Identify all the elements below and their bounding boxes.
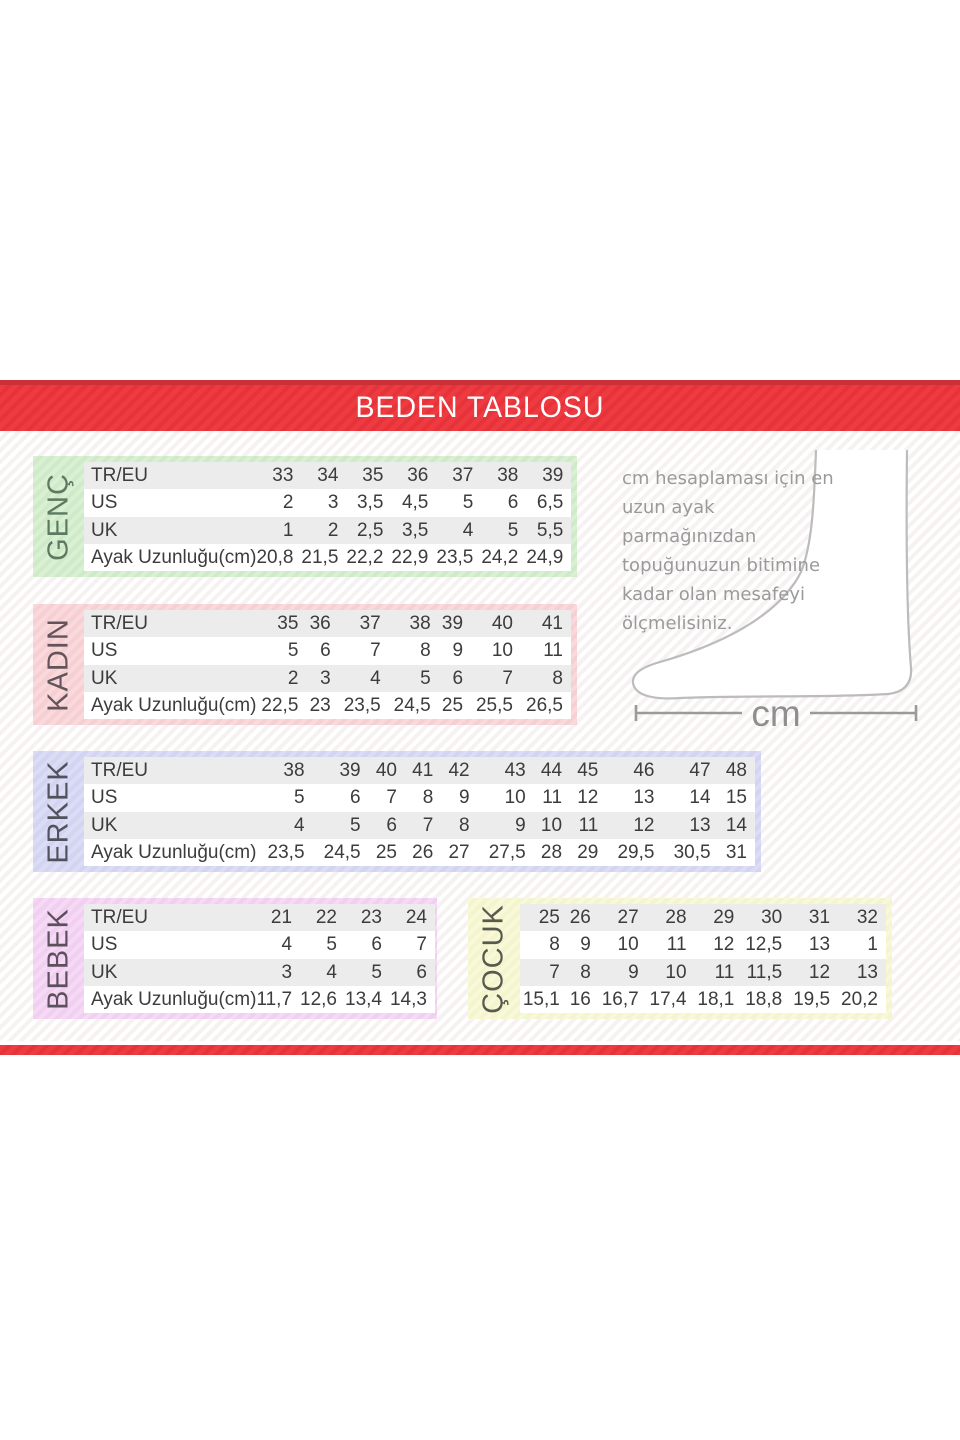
size-value-cell: 35 [362,465,384,487]
size-value-cell: 22 [315,907,337,929]
size-value-cell: 4 [293,814,305,836]
size-value-cell: 8 [420,640,431,662]
row-header: US [91,492,118,514]
size-row [520,931,886,958]
size-value-cell: 21,5 [301,546,339,568]
size-value-cell: 16 [569,988,591,1010]
size-value-cell: 10 [665,961,687,983]
size-value-cell: 10 [504,787,526,809]
size-value-cell: 14 [689,787,711,809]
size-row [520,904,886,931]
size-value-cell: 24 [405,907,427,929]
size-value-cell: 25 [441,694,464,716]
size-value-cell: 8 [549,934,560,956]
size-value-cell: 26 [412,841,434,863]
size-value-cell: 23 [309,694,331,716]
size-value-cell: 12 [633,814,655,836]
size-value-cell: 29 [577,841,599,863]
title-banner [0,385,960,431]
size-value-cell: 8 [422,787,434,809]
size-value-cell: 12,5 [745,934,783,956]
size-value-cell: 5 [420,667,431,689]
size-value-cell: 44 [540,760,563,782]
size-value-cell: 14,3 [389,988,427,1010]
size-table-genc [84,462,571,571]
size-value-cell: 15,1 [522,988,560,1010]
size-value-cell: 18,1 [697,988,735,1010]
size-row [84,986,435,1013]
size-table-kadin [84,610,571,719]
size-value-cell: 13 [633,787,655,809]
size-value-cell: 10 [491,640,513,662]
size-value-cell: 27 [617,907,639,929]
size-row [84,757,755,784]
size-value-cell: 10 [540,814,563,836]
row-header: UK [91,519,118,541]
size-row [84,812,755,839]
size-row [84,517,571,544]
size-value-cell: 43 [504,760,526,782]
size-value-cell: 5,5 [536,519,564,541]
size-value-cell: 8 [459,814,470,836]
size-value-cell: 5 [371,961,382,983]
measure-instructions-line: topuğunuzun bitimine [622,555,821,576]
size-value-cell: 5 [462,492,474,514]
size-value-cell: 9 [580,934,591,956]
row-header: US [91,934,118,956]
category-label: ÇOCUK [477,903,510,1014]
size-value-cell: 7 [416,934,427,956]
size-value-cell: 15 [725,787,747,809]
size-value-cell: 39 [441,613,464,635]
size-value-cell: 11,5 [746,961,783,983]
row-header: UK [91,667,118,689]
size-value-cell: 5 [350,814,361,836]
measure-instructions [622,464,854,638]
size-value-cell: 41 [541,613,563,635]
size-card-kadin [33,604,577,725]
size-value-cell: 3,5 [401,519,429,541]
size-value-cell: 47 [689,760,711,782]
size-value-cell: 3 [281,961,293,983]
bottom-red-stripe [0,1045,960,1055]
size-value-cell: 9 [628,961,639,983]
size-value-cell: 10 [617,934,639,956]
size-value-cell: 26 [569,907,591,929]
size-card-genc [33,456,577,577]
row-header: Ayak Uzunluğu(cm) [91,694,257,716]
size-value-cell: 12 [577,787,599,809]
size-value-cell: 4,5 [401,492,429,514]
size-row [84,462,571,489]
row-header: TR/EU [91,465,148,487]
size-value-cell: 40 [375,760,397,782]
size-value-cell: 7 [370,640,381,662]
size-value-cell: 6 [386,814,397,836]
size-value-cell: 4 [370,667,381,689]
category-label-column [468,898,520,1019]
size-table-bebek [84,904,435,1013]
size-row [84,784,755,811]
size-row [84,610,571,637]
size-value-cell: 2 [282,492,294,514]
size-value-cell: 25 [375,841,397,863]
size-value-cell: 24,9 [526,546,564,568]
size-value-cell: 6 [452,667,464,689]
size-value-cell: 39 [542,465,564,487]
size-value-cell: 6 [371,934,382,956]
size-value-cell: 11 [542,787,563,809]
size-value-cell: 6 [416,961,427,983]
size-value-cell: 11 [666,934,687,956]
size-value-cell: 42 [448,760,470,782]
size-value-cell: 13 [689,814,711,836]
size-row [84,544,571,571]
size-value-cell: 11 [578,814,599,836]
size-value-cell: 14 [725,814,747,836]
measure-instructions-line: uzun ayak parmağınızdan [622,497,757,547]
size-table-cocuk [520,904,886,1013]
size-value-cell: 6,5 [536,492,564,514]
size-value-cell: 28 [540,841,563,863]
size-value-cell: 20,8 [256,546,294,568]
size-value-cell: 7 [386,787,397,809]
size-row [84,959,435,986]
size-value-cell: 2 [327,519,339,541]
category-label: BEBEK [42,907,74,1010]
category-label: ERKEK [42,759,74,864]
size-value-cell: 4 [462,519,474,541]
size-value-cell: 45 [577,760,599,782]
size-value-cell: 27,5 [488,841,526,863]
size-value-cell: 40 [491,613,513,635]
size-value-cell: 1 [282,519,294,541]
measure-instructions-line: ölçmelisiniz. [622,613,733,634]
row-header: Ayak Uzunluğu(cm) [91,841,257,863]
size-value-cell: 33 [272,465,294,487]
size-value-cell: 13 [808,934,831,956]
size-value-cell: 12 [713,934,735,956]
size-value-cell: 9 [515,814,526,836]
size-row [84,692,571,719]
category-label: GENÇ [42,472,74,561]
row-header: US [91,640,118,662]
size-row [84,665,571,692]
size-value-cell: 29 [713,907,735,929]
size-value-cell: 8 [580,961,591,983]
size-value-cell: 25 [538,907,560,929]
size-value-cell: 48 [725,760,747,782]
size-card-bebek [33,898,437,1019]
size-value-cell: 41 [412,760,434,782]
size-value-cell: 38 [409,613,431,635]
category-label-column [33,898,84,1019]
size-value-cell: 35 [277,613,299,635]
size-value-cell: 23,5 [436,546,474,568]
size-value-cell: 9 [459,787,470,809]
size-value-cell: 5 [293,787,305,809]
size-value-cell: 4 [326,961,337,983]
row-header: TR/EU [91,613,148,635]
measure-instructions-line: kadar olan mesafeyi [622,584,805,605]
size-value-cell: 17,4 [649,988,687,1010]
size-value-cell: 23,5 [343,694,381,716]
size-value-cell: 19,5 [793,988,831,1010]
size-value-cell: 13 [856,961,878,983]
size-value-cell: 3,5 [356,492,384,514]
size-value-cell: 36 [309,613,331,635]
size-value-cell: 6 [350,787,361,809]
size-row [84,489,571,516]
size-value-cell: 6 [320,640,331,662]
size-value-cell: 27 [448,841,470,863]
size-value-cell: 32 [856,907,878,929]
size-value-cell: 11 [543,640,563,662]
size-value-cell: 38 [283,760,305,782]
size-row [84,839,755,866]
size-value-cell: 37 [359,613,381,635]
row-header: TR/EU [91,907,148,929]
size-value-cell: 5 [507,519,519,541]
size-value-cell: 38 [497,465,519,487]
size-value-cell: 6 [507,492,519,514]
category-label-column [33,456,84,577]
size-value-cell: 24,2 [481,546,519,568]
size-value-cell: 39 [339,760,361,782]
size-value-cell: 34 [317,465,339,487]
size-value-cell: 5 [326,934,337,956]
category-label-column [33,751,84,872]
size-value-cell: 5 [287,640,299,662]
size-value-cell: 37 [452,465,474,487]
cm-unit-label: cm [751,693,801,734]
size-value-cell: 23,5 [267,841,305,863]
size-value-cell: 8 [552,667,563,689]
size-value-cell: 22,5 [261,694,299,716]
size-value-cell: 21 [270,907,293,929]
size-value-cell: 11,7 [256,988,293,1010]
size-value-cell: 30 [761,907,783,929]
size-value-cell: 30,5 [673,841,711,863]
size-row [520,986,886,1013]
page-title: BEDEN TABLOSU [355,391,605,424]
size-value-cell: 20,2 [841,988,878,1010]
row-header: Ayak Uzunluğu(cm) [91,988,257,1010]
size-value-cell: 12,6 [300,988,337,1010]
size-value-cell: 2,5 [356,519,384,541]
size-value-cell: 13,4 [345,988,382,1010]
size-value-cell: 7 [502,667,513,689]
size-table-erkek [84,757,755,866]
size-row [520,959,886,986]
size-value-cell: 7 [549,961,560,983]
row-header: UK [91,961,118,983]
size-value-cell: 28 [665,907,687,929]
size-value-cell: 1 [867,934,878,956]
size-value-cell: 12 [808,961,831,983]
size-value-cell: 26,5 [526,694,563,716]
size-row [84,904,435,931]
size-value-cell: 22,2 [346,546,384,568]
size-value-cell: 2 [287,667,299,689]
size-value-cell: 18,8 [745,988,783,1010]
size-row [84,931,435,958]
measure-instructions-line: cm hesaplaması için en [622,468,834,489]
category-label-column [33,604,84,725]
size-value-cell: 24,5 [323,841,361,863]
size-value-cell: 22,9 [391,546,429,568]
size-value-cell: 46 [633,760,655,782]
size-row [84,637,571,664]
size-value-cell: 24,5 [393,694,431,716]
size-value-cell: 36 [407,465,429,487]
size-value-cell: 29,5 [617,841,655,863]
size-card-cocuk [468,898,892,1019]
size-value-cell: 3 [320,667,331,689]
size-value-cell: 4 [281,934,293,956]
size-value-cell: 31 [725,841,747,863]
size-card-erkek [33,751,761,872]
size-value-cell: 23 [360,907,382,929]
size-value-cell: 31 [808,907,831,929]
size-value-cell: 16,7 [601,988,639,1010]
size-value-cell: 7 [422,814,434,836]
size-value-cell: 3 [327,492,339,514]
row-header: Ayak Uzunluğu(cm) [91,546,257,568]
size-value-cell: 9 [452,640,464,662]
row-header: UK [91,814,118,836]
size-value-cell: 11 [714,961,735,983]
category-label: KADIN [42,617,74,712]
row-header: US [91,787,118,809]
row-header: TR/EU [91,760,148,782]
size-value-cell: 25,5 [475,694,513,716]
